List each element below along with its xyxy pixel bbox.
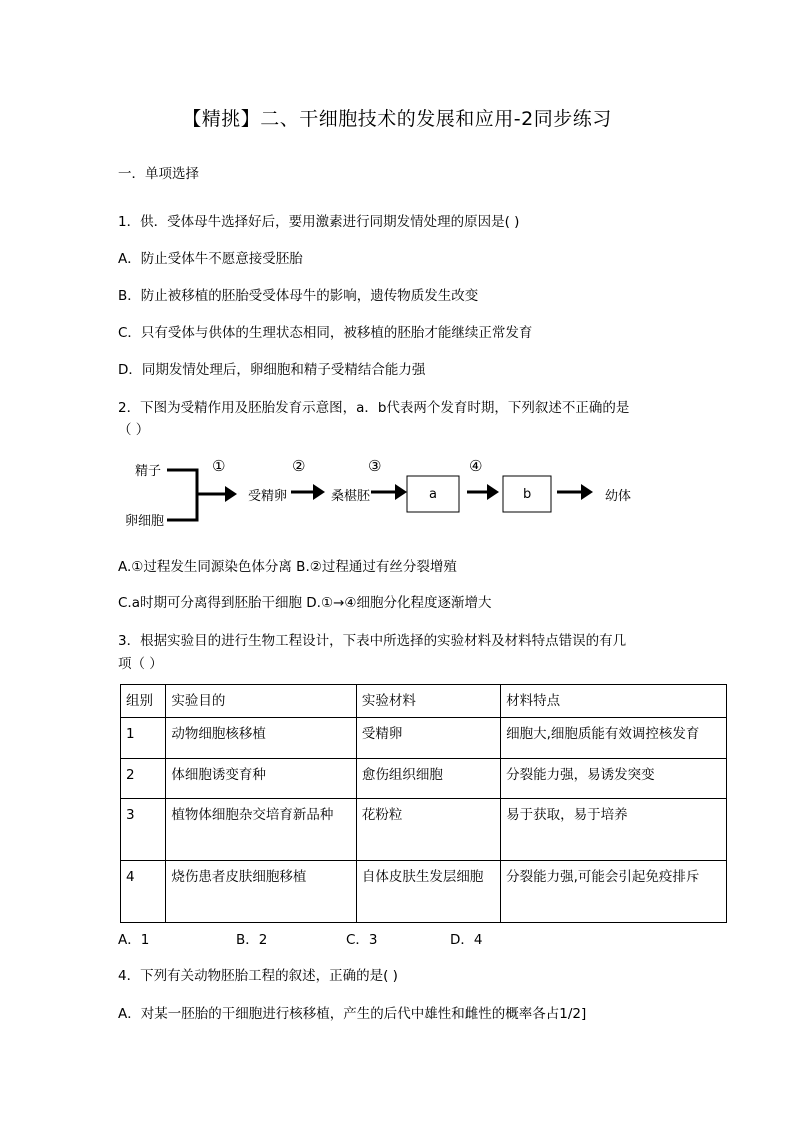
table-cell: 受精卵 <box>356 718 500 759</box>
q3-option-b: B．2 <box>236 932 268 948</box>
table-cell: 烧伤患者皮肤细胞移植 <box>166 861 357 923</box>
step-2-marker: ② <box>292 457 306 475</box>
q3-stem-line1: 3．根据实验目的进行生物工程设计，下表中所选择的实验材料及材料特点错误的有几 <box>118 633 627 649</box>
table-cell: 易于获取，易于培养 <box>501 799 727 861</box>
table-cell: 2 <box>121 759 166 799</box>
diagram-arrows <box>105 452 665 532</box>
table-row <box>121 799 727 861</box>
box-b-label: b <box>523 487 532 502</box>
box-a-label: a <box>429 487 437 502</box>
q1-option-b: B．防止被移植的胚胎受受体母牛的影响，遗传物质发生改变 <box>118 288 479 304</box>
table-cell: 植物体细胞杂交培育新品种 <box>166 799 357 861</box>
table-cell: 分裂能力强，易诱发突变 <box>501 759 727 799</box>
q4-option-a: A．对某一胚胎的干细胞进行核移植，产生的后代中雄性和雌性的概率各占1/2] <box>118 1006 587 1022</box>
q2-paren: （ ） <box>118 422 150 438</box>
q2-options-cd: C.a时期可分离得到胚胎干细胞 D.①→④细胞分化程度逐渐增大 <box>118 595 492 611</box>
table-cell: 体细胞诱变育种 <box>166 759 357 799</box>
q3-stem-line2: 项（ ） <box>118 656 163 672</box>
step-1-marker: ① <box>212 457 226 475</box>
q3-option-d: D．4 <box>450 932 483 948</box>
page-title: 【精挑】二、干细胞技术的发展和应用-2同步练习 <box>182 108 612 130</box>
q3-option-c: C．3 <box>346 932 378 948</box>
sperm-label: 精子 <box>135 464 162 479</box>
table-row <box>121 759 727 799</box>
q1-option-a: A．防止受体牛不愿意接受胚胎 <box>118 251 303 267</box>
q1-stem: 1．供．受体母牛选择好后，要用激素进行同期发情处理的原因是( ) <box>118 214 520 230</box>
table-header-cell: 实验材料 <box>356 685 500 718</box>
table-cell: 花粉粒 <box>356 799 500 861</box>
fertilization-diagram <box>105 452 665 532</box>
table-row <box>121 861 727 923</box>
table-cell: 动物细胞核移植 <box>166 718 357 759</box>
q3-option-a: A．1 <box>118 932 150 948</box>
table-cell: 自体皮肤生发层细胞 <box>356 861 500 923</box>
table-header-row <box>121 685 727 718</box>
q4-stem: 4．下列有关动物胚胎工程的叙述，正确的是( ) <box>118 968 398 984</box>
table-header-cell: 材料特点 <box>501 685 727 718</box>
table-row <box>121 718 727 759</box>
q1-option-d: D．同期发情处理后，卵细胞和精子受精结合能力强 <box>118 362 426 378</box>
q2-stem: 2．下图为受精作用及胚胎发育示意图，a．b代表两个发育时期，下列叙述不正确的是 <box>118 400 630 416</box>
table-cell: 3 <box>121 799 166 861</box>
q1-option-c: C．只有受体与供体的生理状态相同，被移植的胚胎才能继续正常发育 <box>118 325 533 341</box>
zygote-label: 受精卵 <box>248 489 288 504</box>
experiment-table <box>120 684 727 923</box>
table-header-cell: 组别 <box>121 685 166 718</box>
table-cell: 4 <box>121 861 166 923</box>
young-label: 幼体 <box>605 489 632 504</box>
table-cell: 细胞大,细胞质能有效调控核发育 <box>501 718 727 759</box>
table-cell: 分裂能力强,可能会引起免疫排斥 <box>501 861 727 923</box>
step-3-marker: ③ <box>368 457 382 475</box>
table-cell: 愈伤组织细胞 <box>356 759 500 799</box>
egg-label: 卵细胞 <box>125 514 165 529</box>
section-heading: 一．单项选择 <box>118 166 199 182</box>
morula-label: 桑椹胚 <box>331 489 371 504</box>
table-header-cell: 实验目的 <box>166 685 357 718</box>
table-cell: 1 <box>121 718 166 759</box>
step-4-marker: ④ <box>469 457 483 475</box>
q2-options-ab: A.①过程发生同源染色体分离 B.②过程通过有丝分裂增殖 <box>118 559 457 575</box>
